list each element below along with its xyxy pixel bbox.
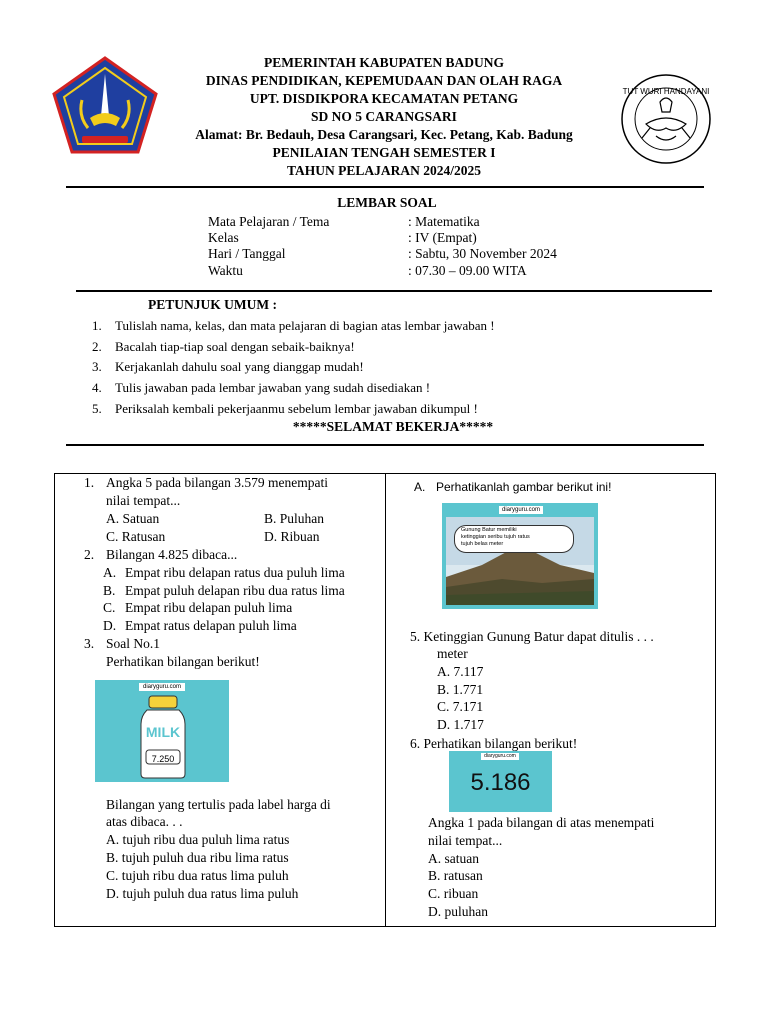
header-line-2: DINAS PENDIDIKAN, KEPEMUDAAN DAN OLAH RAGA [205,73,563,88]
instruction-text: Tulislah nama, kelas, dan mata pelajaran di bagian atas lembar jawaban ! [115,318,495,333]
question-text: Perhatikan bilangan berikut! [106,654,260,669]
instructions-title: PETUNJUK UMUM : [148,297,277,312]
answer-option: B. Puluhan [264,511,325,526]
answer-option: D. tujuh puluh dua ratus lima puluh [106,886,299,901]
mount-batur-image [442,503,598,609]
section-intro: Perhatikanlah gambar berikut ini! [436,480,612,494]
field-value: : IV (Empat) [408,230,477,245]
speech-bubble [454,525,574,553]
question-text: nilai tempat... [428,833,503,848]
question-text: Angka 1 pada bilangan di atas menempati [428,815,655,830]
header-address: Alamat: Br. Bedauh, Desa Carangsari, Kec. Petang, Kab. Badung [195,127,573,142]
question-title: Soal No.1 [106,636,160,651]
option-letter: D. [103,618,117,633]
answer-option: C. ribuan [428,886,479,901]
answer-option: B. tujuh puluh dua ribu lima ratus [106,850,289,865]
answer-option: Empat ribu delapan ratus dua puluh lima [125,565,345,580]
field-label: Waktu [208,263,243,278]
answer-option: D. 1.717 [437,717,484,732]
sheet-title: LEMBAR SOAL [337,195,437,210]
instruction-text: Tulis jawaban pada lembar jawaban yang sudah disediakan ! [115,380,431,395]
option-letter: B. [103,583,116,598]
letterhead [150,54,618,180]
answer-option: C. 7.171 [437,699,484,714]
question-text: meter [437,646,468,661]
ribbon-text: TUT WURI HANDAYANI [622,87,710,96]
answer-option: B. 1.771 [437,682,484,697]
question-number: 3. [84,636,95,651]
instruction-num: 1. [92,318,102,333]
badung-regency-logo [52,56,158,154]
instruction-text: Periksalah kembali pekerjaanmu sebelum lembar jawaban dikumpul ! [115,401,478,416]
instruction-num: 3. [92,359,102,374]
bubble-line: Gunung Batur memiliki [461,527,517,533]
header-line-3: UPT. DISDIKPORA KECAMATAN PETANG [249,91,519,106]
header-line-1: PEMERINTAH KABUPATEN BADUNG [263,55,504,70]
divider-rule [66,444,704,446]
price-label: 7.250 [151,754,175,764]
field-value: : 07.30 – 09.00 WITA [408,263,527,278]
answer-option: C. tujuh ribu dua ratus lima puluh [106,868,289,883]
option-letter: A. [103,565,117,580]
answer-option: C. Ratusan [106,529,166,544]
answer-option: D. puluhan [428,904,488,919]
milk-jar-image [95,680,229,782]
instruction-num: 4. [92,380,102,395]
question-text: Angka 5 pada bilangan 3.579 menempati [106,475,328,490]
header-line-4: SD NO 5 CARANGSARI [311,109,457,124]
question-text: 6. Perhatikan bilangan berikut! [410,736,578,751]
divider-rule [76,290,712,292]
answer-option: Empat ratus delapan puluh lima [125,618,297,633]
instruction-num: 5. [92,401,102,416]
field-value: : Matematika [408,214,480,229]
question-text: atas dibaca. . . [106,814,183,829]
question-number: 2. [84,547,95,562]
field-label: Kelas [208,230,239,245]
divider-rule [66,186,704,188]
header-line-7: TAHUN PELAJARAN 2024/2025 [286,163,481,178]
instruction-text: Bacalah tiap-tiap soal dengan sebaik-baiknya! [115,339,355,354]
answer-option: A. satuan [428,851,479,866]
instruction-text: Kerjakanlah dahulu soal yang dianggap mudah! [115,359,364,374]
answer-option: A. tujuh ribu dua puluh lima ratus [106,832,290,847]
answer-option: D. Ribuan [264,529,320,544]
question-number: 1. [84,475,95,490]
answer-option: A. 7.117 [437,664,484,679]
answer-option: Empat ribu delapan puluh lima [125,600,293,615]
closing-text: *****SELAMAT BEKERJA***** [292,419,494,434]
question-text: 5. Ketinggian Gunung Batur dapat ditulis . . . [410,629,654,644]
column-divider [385,473,386,927]
image-watermark: diaryguru.com [139,683,185,691]
answer-option: Empat puluh delapan ribu dua ratus lima [125,583,345,598]
question-text: Bilangan 4.825 dibaca... [106,547,238,562]
image-watermark: diaryguru.com [499,506,543,514]
field-value: : Sabtu, 30 November 2024 [408,246,557,261]
image-watermark: diaryguru.com [481,753,519,760]
question-text: Bilangan yang tertulis pada label harga di [106,797,331,812]
field-label: Hari / Tanggal [208,246,286,261]
tut-wuri-handayani-logo [620,72,712,166]
option-letter: A. [414,480,426,494]
question-text: nilai tempat... [106,493,181,508]
option-letter: C. [103,600,116,615]
number-display: 5.186 [470,769,531,796]
field-label: Mata Pelajaran / Tema [208,214,330,229]
answer-option: A. Satuan [106,511,160,526]
number-card-image [449,751,552,812]
header-line-6: PENILAIAN TENGAH SEMESTER I [272,145,496,160]
answer-option: B. ratusan [428,868,483,883]
bubble-line: tujuh belas meter [461,541,504,547]
instruction-num: 2. [92,339,102,354]
mountain-landscape [442,503,598,609]
jar-label: MILK [145,724,181,740]
bubble-line: ketinggian seribu tujuh ratus [461,534,530,540]
